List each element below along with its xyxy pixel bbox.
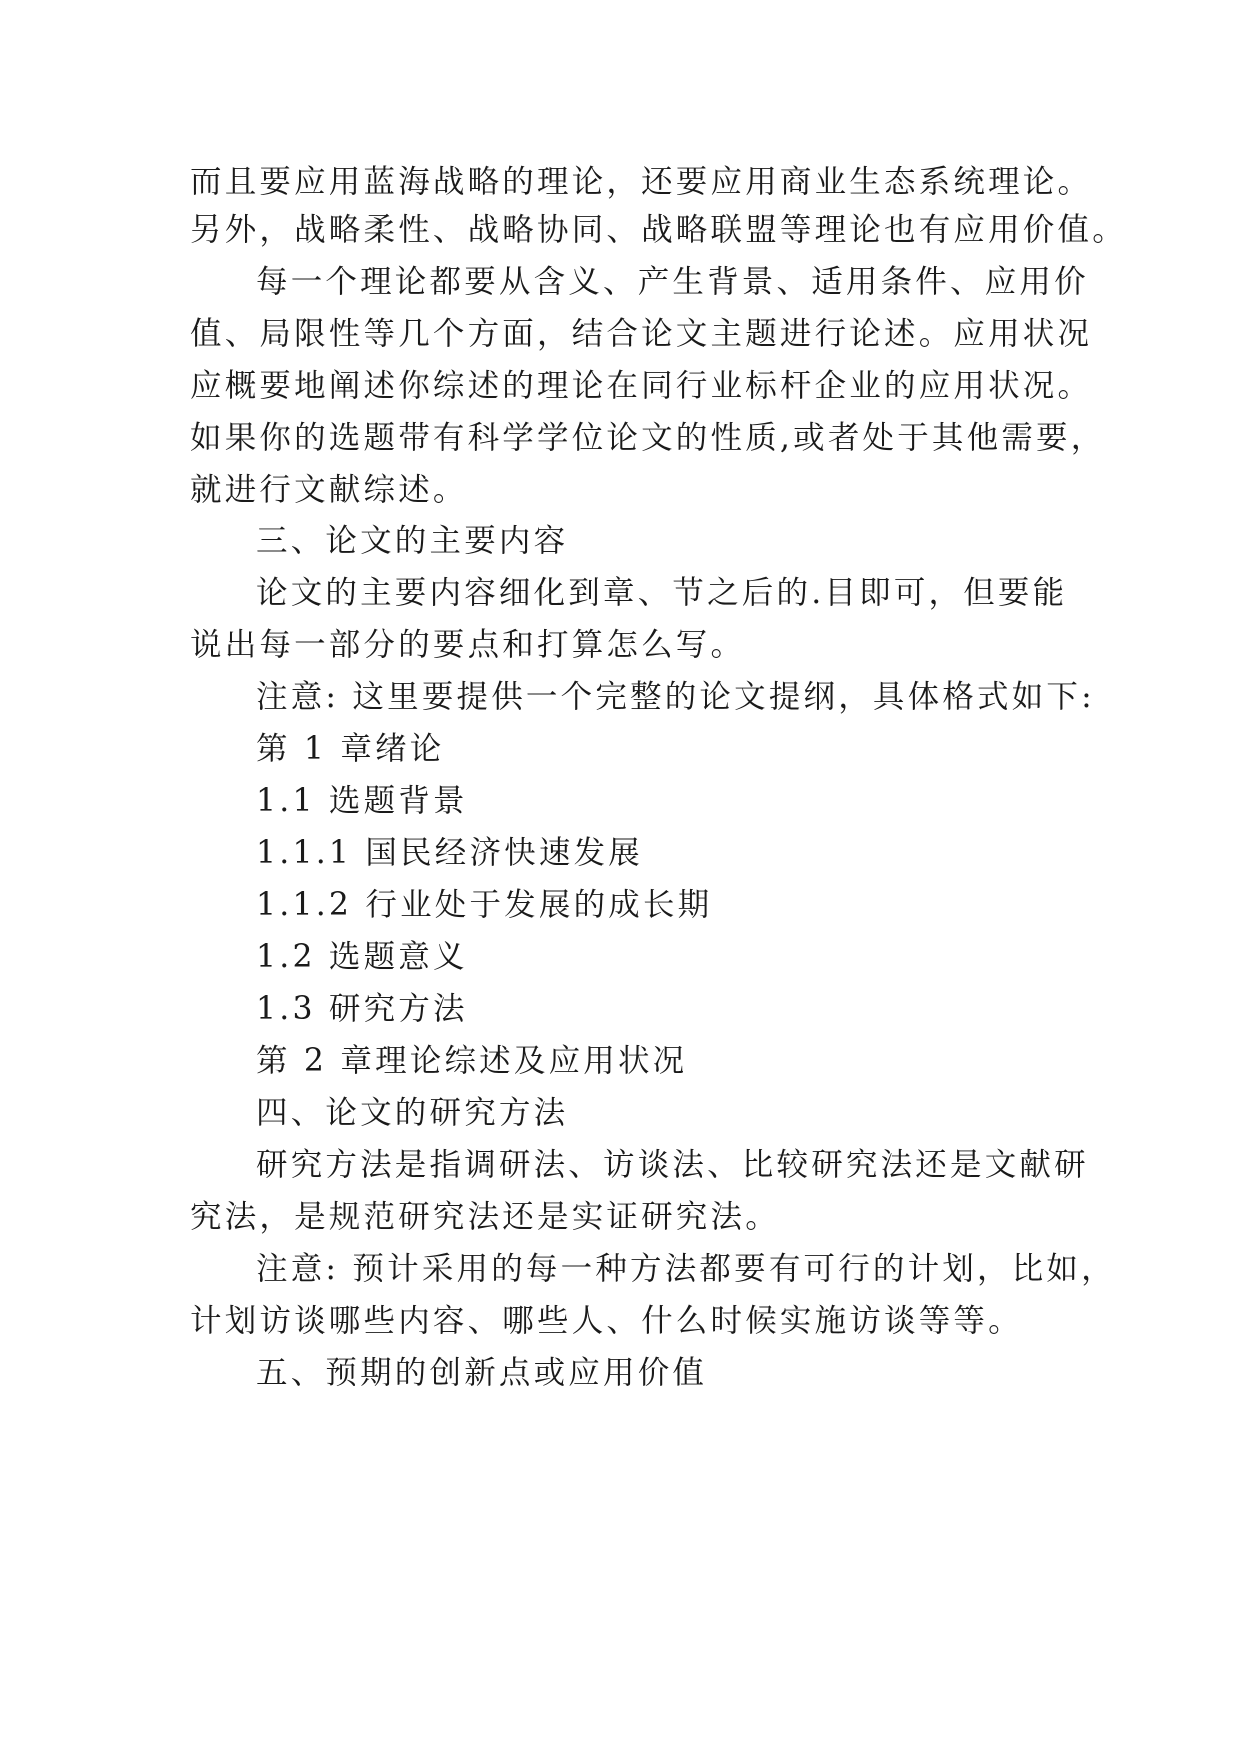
body-text-line: 如果你的选题带有科学学位论文的性质,或者处于其他需要， — [190, 420, 1106, 456]
outline-item: 1.3 研究方法 — [256, 991, 468, 1027]
section-heading: 五、预期的创新点或应用价值 — [256, 1355, 708, 1391]
body-text-line: 研究方法是指调研法、访谈法、比较研究法还是文献研 — [256, 1147, 1089, 1183]
body-text-line: 说出每一部分的要点和打算怎么写。 — [190, 627, 746, 663]
body-text-line: 另外，战略柔性、战略协同、战略联盟等理论也有应用价值。 — [190, 212, 1127, 248]
body-text-line: 每一个理论都要从含义、产生背景、适用条件、应用价 — [256, 264, 1089, 300]
section-heading: 三、论文的主要内容 — [256, 523, 569, 559]
body-text-line: 究法，是规范研究法还是实证研究法。 — [190, 1199, 780, 1235]
outline-item: 1.2 选题意义 — [256, 939, 468, 975]
outline-item: 1.1.2 行业处于发展的成长期 — [256, 887, 713, 923]
body-text-line: 值、局限性等几个方面，结合论文主题进行论述。应用状况 — [190, 316, 1093, 352]
outline-item: 第 1 章绪论 — [256, 731, 445, 767]
body-text-line: 就进行文献综述。 — [190, 472, 468, 508]
outline-item: 第 2 章理论综述及应用状况 — [256, 1043, 688, 1079]
body-text-line: 注意: 预计采用的每一种方法都要有可行的计划，比如， — [256, 1251, 1116, 1287]
body-text-line: 论文的主要内容细化到章、节之后的.目即可，但要能 — [256, 575, 1068, 611]
outline-item: 1.1.1 国民经济快速发展 — [256, 835, 643, 871]
body-text-line: 而且要应用蓝海战略的理论，还要应用商业生态系统理论。 — [190, 164, 1093, 200]
section-heading: 四、论文的研究方法 — [256, 1095, 569, 1131]
body-text-line: 注意: 这里要提供一个完整的论文提纲，具体格式如下: — [256, 679, 1095, 715]
outline-item: 1.1 选题背景 — [256, 783, 468, 819]
body-text-line: 计划访谈哪些内容、哪些人、什么时候实施访谈等等。 — [190, 1303, 1023, 1339]
body-text-line: 应概要地阐述你综述的理论在同行业标杆企业的应用状况。 — [190, 368, 1093, 404]
